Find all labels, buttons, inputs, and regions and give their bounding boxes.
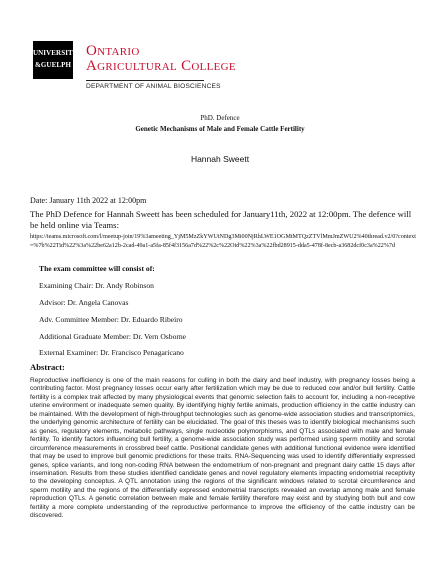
logo-text-guelph: &GUELPH [34, 61, 72, 69]
announcement-text: The PhD Defence for Hannah Sweett has been scheduled for January11th, 2022 at 12:00pm. The defence will be held online via Teams: [30, 209, 412, 230]
defence-date: Date: January 11th 2022 at 12:00pm [30, 196, 147, 205]
candidate-name: Hannah Sweett [190, 154, 250, 164]
thesis-title: Genetic Mechanisms of Male and Female Cattle Fertility [135, 125, 305, 133]
college-name [86, 44, 236, 74]
committee-member-additional: Additional Graduate Member: Dr. Vern Osborne [39, 332, 187, 341]
abstract-heading: Abstract: [30, 362, 65, 372]
committee-member-external: External Examiner: Dr. Francisco Penagaricano [39, 348, 184, 357]
committee-member-adv-committee: Adv. Committee Member: Dr. Eduardo Ribeiro [39, 315, 183, 324]
university-logo [33, 41, 78, 79]
header-divider [86, 80, 204, 81]
college-name-line2: Agricultural College [86, 58, 236, 74]
teams-link[interactable]: https://teams.microsoft.com/l/meetup-join/19%3ameeting_YjM5MzZkYWUtNDg3Mi00NjRhLWE1OGMtMTQzZTVlMmJmZWU2%40thread.v2/0?context=%7b%22Tid%22%3a%22be62a12b-2cad-49a1-a5fa-85f4f3156a7d%22%2c%22Oid%22%3a%22fbd28915-dda5-478f-8ecb-a3682dcf0c3a%22%7d [30, 234, 416, 249]
department-name: DEPARTMENT OF ANIMAL BIOSCIENCES [86, 83, 221, 90]
committee-member-advisor: Advisor: Dr. Angela Canovas [39, 298, 129, 307]
college-name-line1: Ontario [86, 43, 140, 59]
defence-label: PhD. Defence [200, 114, 240, 122]
abstract-text: Reproductive inefficiency is one of the main reasons for culling in both the dairy and beef industry, with pregnancy losses being a contributing factor. Most pregnancy losses occur early after fertilization which may be due to reduced cow and/or bull fertility. Cattle fertility is a complex trait affected by many physiological events that genomic selection fails to account for, including a non-receptive uterine environment or inadequate semen quality. By identifying highly fertile animals, production efficiency in the cattle industry can be maintained. With the development of high-throughput technologies such as genome-wide association studies and transcriptomics, the underlying genomic architecture of fertility can be elucidated. The goal of this theses was to identify biological mechanisms such as genes, regulatory elements, metabolic pathways, single nucleotide polymorphisms, and QTLs associated with male and female fertility. To identify factors influencing bull fertility, a genome-wide association study was performed using sperm motility and scrotal circumference measurements in crossbred beef cattle. Positional candidate genes with additional functional evidence were identified that may be used to improve bull genomic predictions for these traits. RNA-Sequencing was used to identify differentially expressed genes, splice variants, and long non-coding RNA between the endometrium of non-pregnant and pregnant dairy cattle 15 days after insemination. Results from these studies identified candidate genes and novel regulatory elements impacting endometrial receptivity to the developing conceptus. A QTL annotation using the regions of the significant windows related to scrotal circumference and sperm motility and the regions of the differentially expressed endometrial transcripts revealed an overlap among male and female reproduction QTLs. A genetic correlation between male and female fertility therefore may exist and by studying both bull and cow fertility a more complete understanding of the reproductive performance to improve the efficiency of the cattle industry can be discovered. [30, 377, 415, 520]
logo-text-university: UNIVERSITY [33, 49, 78, 57]
committee-member-chair: Examining Chair: Dr. Andy Robinson [39, 281, 154, 290]
committee-heading: The exam committee will consist of: [39, 264, 155, 273]
